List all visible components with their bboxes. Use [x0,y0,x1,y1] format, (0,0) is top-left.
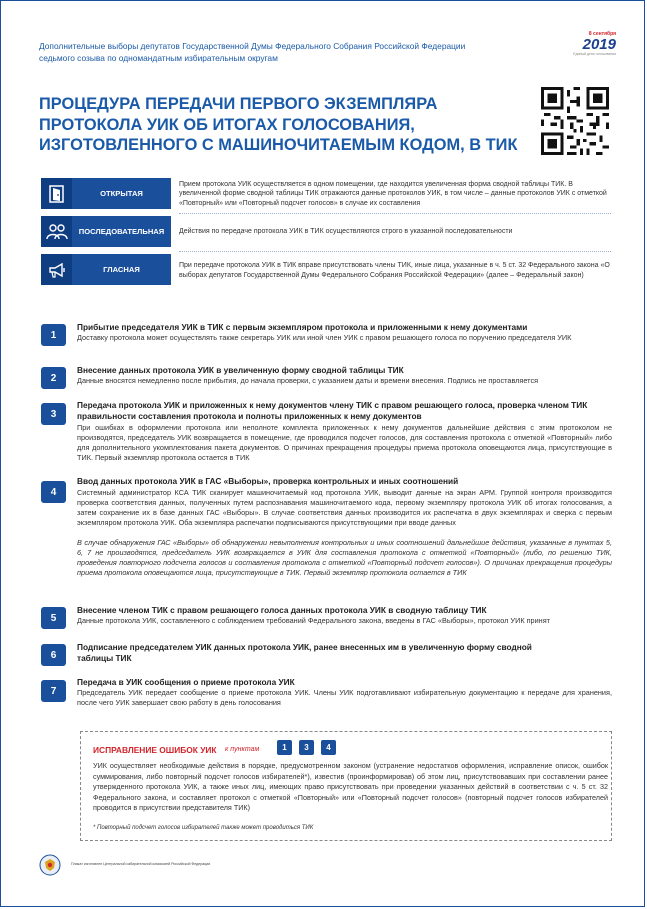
ref-badge: 1 [277,740,292,755]
step-title: Ввод данных протокола УИК в ГАС «Выборы», проверка контрольных и иных соотношений [77,476,459,486]
step-body: Данные вносятся немедленно после прибытия, до начала проверки, с указанием даты и времени внесения. Подпись не проставляется [77,376,539,385]
header-subtitle-line-2: седьмого созыва по одномандатным избирательным округам [39,53,278,63]
step-title: Передача в УИК сообщения о приеме протокола УИК [77,677,295,687]
divider [179,213,611,214]
divider [179,251,611,252]
step-body: Системный администратор КСА ТИК сканирует машиночитаемый код протокола УИК, выводит данные на экран АРМ. Группой контроля производится проверка соответствия данных, полученных путем распознавания машиночитаемого кода, первому экземпляру протокола УИК об итогах голосования, а затем сохранение их в базе данных ГАС «Выборы». В случае соответствия данных производится их распечатка в двух экземплярах и сверка с первым экземпляром протокола УИК. Оба экземпляра распечатки подписываются присутствующими при вводе данных [77,488,612,527]
principle-open [41,178,171,209]
door-icon [41,178,72,209]
step-title: Передача протокола УИК и приложенных к нему документов члену ТИК с правом решающего голоса, проверка членом ТИК правильности составления протокола и полноты приложенных к нему документов [77,400,588,421]
step-title: Внесение членом ТИК с правом решающего голоса данных протокола УИК в сводную таблицу ТИК [77,605,487,615]
step-body: Данные протокола УИК, составленного с соблюдением требований Федерального закона, введены в ГАС «Выборы», протокол УИК принят [77,616,551,625]
header-subtitle-line-1: Дополнительные выборы депутатов Государственной Думы Федерального Собрания Российской Федерации [39,41,466,51]
header-subtitle [39,40,509,64]
election-day-logo [561,31,616,71]
step-body: Председатель УИК передает сообщение о приеме протокола УИК. Члены УИК подготавливают избирательную документацию к передаче для хранения, после чего УИК завершает свою работу в день голосования [77,688,612,707]
principle-text-sequential: Действия по передаче протокола УИК в ТИК осуществляются строго в указанной последовательности [179,228,513,236]
step-number-badge: 6 [41,644,66,666]
cec-emblem-icon [39,854,61,876]
step-title: Внесение данных протокола УИК в увеличенную форму сводной таблицы ТИК [77,365,404,375]
step-number-badge: 3 [41,403,66,425]
page-title [39,94,539,156]
title-line-1: ПРОЦЕДУРА ПЕРЕДАЧИ ПЕРВОГО ЭКЗЕМПЛЯРА [39,95,438,113]
people-icon [41,216,72,247]
logo-subtitle: Единый день голосования [573,52,616,56]
step-body: При ошибках в оформлении протокола или неполноте комплекта приложенных к нему документов дальнейшие действия с этим протоколом не производятся, председатель УИК возвращается в помещение, где проводился подсчет голосов, для составления протокола с отметкой «Повторный» либо для дополнительного укомплектования пакета документов. О причинах прекращения процедуры приема протокола оповещаются лица, присутствующие в ТИК. Первый экземпляр протокола остается в ТИК [77,423,612,462]
step-number-badge: 2 [41,367,66,389]
principle-label: ГЛАСНАЯ [103,265,140,274]
megaphone-icon [41,254,72,285]
principle-label: ОТКРЫТАЯ [100,189,143,198]
ref-badge: 3 [299,740,314,755]
step-number-badge: 4 [41,481,66,503]
principle-public [41,254,171,285]
step-title: Подписание председателем УИК данных протокола УИК, ранее внесенных им в увеличенную форму сводной таблицы ТИК [77,642,532,663]
principle-label: ПОСЛЕДОВАТЕЛЬНАЯ [78,227,165,236]
principle-text-open: Прием протокола УИК осуществляется в одном помещении, где находится увеличенная форма сводной таблицы ТИК. В увеличенной форме сводной таблицы ТИК отражаются данные протоколов УИК, в том числе – данные протоколов УИК с отметкой «Повторный» или «Повторный подсчет голосов» в случае их составления [179,180,607,207]
error-correction-footnote: * Повторный подсчет голосов избирателей также может проводиться ТИК [93,825,314,831]
step-note: В случае обнаружения ГАС «Выборы» об обнаружении невыполнения контрольных и иных соотношений дальнейшие действия, указанные в пунктах 5, 6, 7 не производятся, председатель УИК возвращается в УИК для составления протокола с отметкой «Повторный» (либо, по решению ТИК, проведения повторного подсчета голосов и составления протокола с отметкой «Повторный подсчет голосов»). О причинах прекращения процедуры приема протокола оповещаются лица, присутствующие в ТИК. Первый экземпляр протокола остается в ТИК [77,538,612,577]
qr-code-icon[interactable] [541,87,609,155]
error-correction-ref: к пунктам [225,746,260,753]
logo-date: 8 сентября [588,31,616,37]
step-number-badge: 7 [41,680,66,702]
principle-sequential [41,216,171,247]
step-number-badge: 5 [41,607,66,629]
error-correction-title: ИСПРАВЛЕНИЕ ОШИБОК УИК [93,745,217,755]
principle-text-public: При передаче протокола УИК в ТИК вправе присутствовать члены ТИК, иные лица, указанные в ч. 5 ст. 32 Федерального закона «О выборах депутатов Государственной Думы Федерального Собрания Российской Федерации» (далее – Федеральный закон) [179,262,610,279]
principle-text [179,217,614,247]
title-line-2: ПРОТОКОЛА УИК ОБ ИТОГАХ ГОЛОСОВАНИЯ, [39,115,415,134]
principle-text [179,255,614,287]
error-correction-body: УИК осуществляет необходимые действия в порядке, предусмотренном законом (устранение недостатков оформления, исправление описок, ошибок суммирования, либо повторный подсчет голосов избирателей*), известив (проинформировав) об этом лиц, присутствовавших при составлении ранее утвержденного протокола УИК, а также иных лиц, имеющих право присутствовать при проведении указанных действий в соответствии с ч. 5 ст. 32 Федерального закона, и составляет протокол с отметкой «Повторный» или «Повторный подсчет голосов» (повторный подсчет голосов избирателей проводится в присутствии представителя ТИК) [93,761,608,812]
title-line-3: ИЗГОТОВЛЕННОГО С МАШИНОЧИТАЕМЫМ КОДОМ, В ТИК [39,136,518,154]
principle-text [179,179,614,209]
ref-badge: 4 [321,740,336,755]
step-body: Доставку протокола может осуществлять также секретарь УИК или иной член УИК с правом решающего голоса по поручению председателя УИК [77,333,572,342]
logo-year: 2019 [582,36,616,53]
step-number-badge: 1 [41,324,66,346]
footer-text: Плакат изготовлен Центральной избирательной комиссией Российской Федерации [71,862,211,866]
step-title: Прибытие председателя УИК в ТИК с первым экземпляром протокола и приложенными к нему документами [77,322,528,332]
